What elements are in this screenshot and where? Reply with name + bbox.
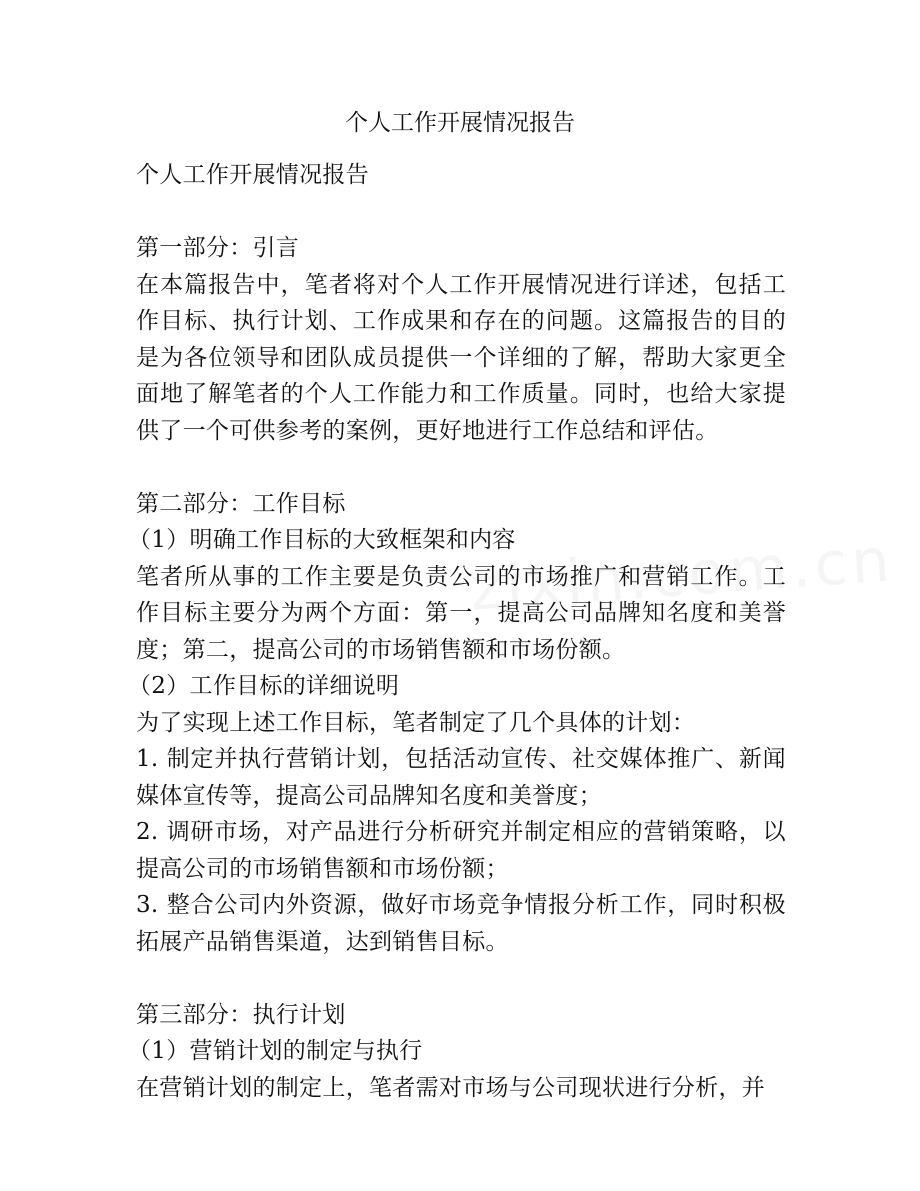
part2-subheading-1: （1）明确工作目标的大致框架和内容	[128, 527, 516, 553]
document-body	[128, 157, 786, 1106]
part1-paragraph: 在本篇报告中，笔者将对个人工作开展情况进行详述，包括工作目标、执行计划、工作成果和存在的问题。这篇报告的目的是为各位领导和团队成员提供一个详细的了解，帮助大家更全面地了解笔者的个人工作能力和工作质量。同时，也给大家提供了一个可供参考的案例，更好地进行工作总结和评估。	[136, 271, 786, 444]
part3-subheading-1: （1）营销计划的制定与执行	[128, 1038, 423, 1064]
part2-paragraph-2: 为了实现上述工作目标，笔者制定了几个具体的计划：	[136, 709, 696, 736]
document-subtitle: 个人工作开展情况报告	[136, 162, 369, 188]
list-item-2: 2. 调研市场，对产品进行分析研究并制定相应的营销策略，以提高公司的市场销售额和市场份额；	[136, 819, 786, 882]
blank-line	[136, 194, 786, 231]
blank-line	[136, 960, 786, 997]
list-item-1: 1. 制定并执行营销计划，包括活动宣传、社交媒体推广、新闻媒体宣传等，提高公司品牌知名度和美誉度；	[136, 746, 786, 809]
part2-paragraph-1: 笔者所从事的工作主要是负责公司的市场推广和营销工作。工作目标主要分为两个方面：第一，提高公司品牌知名度和美誉度；第二，提高公司的市场销售额和市场份额。	[136, 563, 786, 663]
document-title: 个人工作开展情况报告	[345, 110, 575, 136]
part1-heading: 第一部分：引言	[136, 235, 300, 261]
part2-subheading-2: （2）工作目标的详细说明	[128, 673, 400, 699]
part3-paragraph-1: 在营销计划的制定上，笔者需对市场与公司现状进行分析，并	[136, 1074, 766, 1101]
list-item-3: 3. 整合公司内外资源，做好市场竞争情报分析工作，同时积极拓展产品销售渠道，达到销售目标。	[136, 892, 786, 955]
part3-heading: 第三部分：执行计划	[136, 1001, 346, 1028]
part2-heading: 第二部分：工作目标	[136, 490, 346, 517]
blank-line	[136, 449, 786, 486]
